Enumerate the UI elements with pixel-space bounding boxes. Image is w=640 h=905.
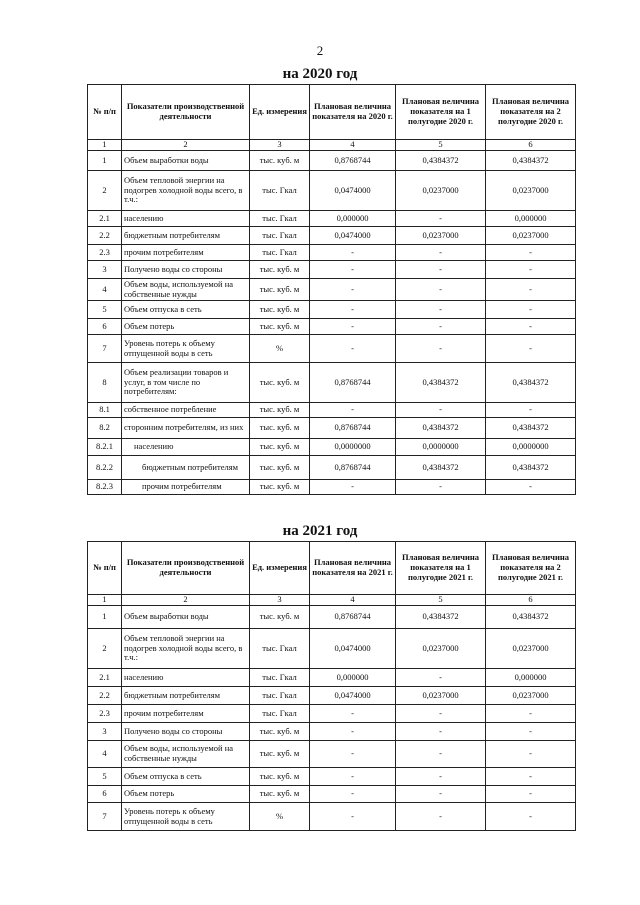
value-cell-annual: 0,8768744 xyxy=(310,418,396,439)
value-cell-h1: 0,4384372 xyxy=(396,363,486,403)
unit-cell: тыс. куб. м xyxy=(250,403,310,418)
value-cell-annual: 0,0474000 xyxy=(310,171,396,211)
col-number: 2 xyxy=(122,595,250,606)
value-cell-h2: - xyxy=(486,480,576,495)
row-number-cell: 8.2 xyxy=(88,418,122,439)
row-number-cell: 4 xyxy=(88,279,122,301)
unit-cell: тыс. куб. м xyxy=(250,261,310,279)
indicator-name-cell: Объем выработки воды xyxy=(122,151,250,171)
value-cell-h2: - xyxy=(486,301,576,319)
header-col5: Плановая величина показателя на 1 полугодие 2021 г. xyxy=(396,542,486,595)
value-cell-h1: - xyxy=(396,768,486,786)
value-cell-h2: - xyxy=(486,245,576,261)
indicator-name-cell: населению xyxy=(122,439,250,456)
unit-cell: тыс. куб. м xyxy=(250,279,310,301)
indicator-name-cell: прочим потребителям xyxy=(122,480,250,495)
col-number: 6 xyxy=(486,595,576,606)
table-row xyxy=(88,456,576,480)
value-cell-annual: 0,0474000 xyxy=(310,629,396,669)
indicator-name-cell: Объем тепловой энергии на подогрев холодной воды всего, в т.ч.: xyxy=(122,629,250,669)
indicator-name-cell: Объем потерь xyxy=(122,319,250,335)
value-cell-h2: 0,0237000 xyxy=(486,629,576,669)
row-number-cell: 8.2.1 xyxy=(88,439,122,456)
indicator-name-cell: населению xyxy=(122,211,250,227)
value-cell-h1: 0,4384372 xyxy=(396,151,486,171)
value-cell-annual: 0,8768744 xyxy=(310,363,396,403)
table-row xyxy=(88,723,576,741)
row-number-cell: 2.3 xyxy=(88,245,122,261)
row-number-cell: 4 xyxy=(88,741,122,768)
table-row xyxy=(88,301,576,319)
value-cell-annual: 0,0474000 xyxy=(310,227,396,245)
value-cell-h1: 0,0237000 xyxy=(396,629,486,669)
col-number: 6 xyxy=(486,140,576,151)
col-number: 2 xyxy=(122,140,250,151)
unit-cell: тыс. Гкал xyxy=(250,211,310,227)
table-row xyxy=(88,279,576,301)
unit-cell: тыс. куб. м xyxy=(250,786,310,803)
value-cell-h2: - xyxy=(486,741,576,768)
row-number-cell: 2.2 xyxy=(88,227,122,245)
value-cell-annual: - xyxy=(310,301,396,319)
value-cell-h1: 0,4384372 xyxy=(396,606,486,629)
row-number-cell: 2.1 xyxy=(88,669,122,687)
header-col5: Плановая величина показателя на 1 полугодие 2020 г. xyxy=(396,85,486,140)
value-cell-h1: 0,0000000 xyxy=(396,439,486,456)
page-number: 2 xyxy=(316,43,324,58)
row-number-cell: 2.2 xyxy=(88,687,122,705)
unit-cell: тыс. куб. м xyxy=(250,439,310,456)
table-row xyxy=(88,669,576,687)
table-row xyxy=(88,363,576,403)
row-number-cell: 6 xyxy=(88,319,122,335)
indicator-name-cell: Объем отпуска в сеть xyxy=(122,301,250,319)
value-cell-h1: - xyxy=(396,786,486,803)
value-cell-annual: 0,000000 xyxy=(310,669,396,687)
unit-cell: тыс. Гкал xyxy=(250,227,310,245)
unit-cell: тыс. куб. м xyxy=(250,418,310,439)
value-cell-annual: - xyxy=(310,279,396,301)
indicator-name-cell: прочим потребителям xyxy=(122,245,250,261)
value-cell-h2: 0,0237000 xyxy=(486,227,576,245)
unit-cell: тыс. Гкал xyxy=(250,705,310,723)
table-row xyxy=(88,606,576,629)
value-cell-h2: 0,4384372 xyxy=(486,606,576,629)
row-number-cell: 6 xyxy=(88,786,122,803)
indicator-name-cell: собственное потребление xyxy=(122,403,250,418)
row-number-cell: 8.2.3 xyxy=(88,480,122,495)
table-row xyxy=(88,768,576,786)
row-number-cell: 5 xyxy=(88,301,122,319)
row-number-cell: 5 xyxy=(88,768,122,786)
table-row xyxy=(88,705,576,723)
col-number: 3 xyxy=(250,595,310,606)
value-cell-h1: - xyxy=(396,335,486,363)
value-cell-h2: 0,0237000 xyxy=(486,687,576,705)
value-cell-h1: 0,0237000 xyxy=(396,171,486,211)
col-number: 5 xyxy=(396,140,486,151)
table-row xyxy=(88,786,576,803)
value-cell-annual: 0,8768744 xyxy=(310,151,396,171)
value-cell-h2: - xyxy=(486,335,576,363)
row-number-cell: 2 xyxy=(88,629,122,669)
unit-cell: % xyxy=(250,335,310,363)
value-cell-annual: - xyxy=(310,803,396,831)
row-number-cell: 7 xyxy=(88,803,122,831)
indicator-name-cell: Объем тепловой энергии на подогрев холодной воды всего, в т.ч.: xyxy=(122,171,250,211)
value-cell-annual: - xyxy=(310,768,396,786)
value-cell-h2: - xyxy=(486,723,576,741)
header-num: № п/п xyxy=(88,542,122,595)
row-number-cell: 2 xyxy=(88,171,122,211)
indicator-name-cell: населению xyxy=(122,669,250,687)
table-title-2020: на 2020 год xyxy=(282,66,358,82)
value-cell-h2: 0,000000 xyxy=(486,211,576,227)
value-cell-annual: 0,0000000 xyxy=(310,439,396,456)
value-cell-annual: - xyxy=(310,335,396,363)
column-number-row xyxy=(88,140,576,151)
unit-cell: тыс. куб. м xyxy=(250,319,310,335)
value-cell-h1: - xyxy=(396,741,486,768)
value-cell-h1: - xyxy=(396,669,486,687)
value-cell-h1: - xyxy=(396,319,486,335)
unit-cell: % xyxy=(250,803,310,831)
indicator-name-cell: прочим потребителям xyxy=(122,705,250,723)
header-row xyxy=(88,85,576,140)
value-cell-h1: - xyxy=(396,803,486,831)
value-cell-h2: - xyxy=(486,705,576,723)
indicator-name-cell: Получено воды со стороны xyxy=(122,261,250,279)
table-row xyxy=(88,403,576,418)
row-number-cell: 8.2.2 xyxy=(88,456,122,480)
value-cell-annual: - xyxy=(310,245,396,261)
indicator-name-cell: бюджетным потребителям xyxy=(122,456,250,480)
row-number-cell: 3 xyxy=(88,723,122,741)
unit-cell: тыс. Гкал xyxy=(250,669,310,687)
header-col6: Плановая величина показателя на 2 полугодие 2021 г. xyxy=(486,542,576,595)
unit-cell: тыс. куб. м xyxy=(250,151,310,171)
value-cell-h1: - xyxy=(396,480,486,495)
value-cell-h1: - xyxy=(396,723,486,741)
indicator-name-cell: Объем реализации товаров и услуг, в том числе по потребителям: xyxy=(122,363,250,403)
table-row xyxy=(88,335,576,363)
value-cell-h1: - xyxy=(396,245,486,261)
row-number-cell: 8.1 xyxy=(88,403,122,418)
value-cell-h1: - xyxy=(396,705,486,723)
value-cell-h2: 0,4384372 xyxy=(486,418,576,439)
row-number-cell: 1 xyxy=(88,606,122,629)
value-cell-annual: - xyxy=(310,741,396,768)
indicator-name-cell: Уровень потерь к объему отпущенной воды в сеть xyxy=(122,803,250,831)
header-col4: Плановая величина показателя на 2021 г. xyxy=(310,542,396,595)
value-cell-annual: - xyxy=(310,705,396,723)
row-number-cell: 2.1 xyxy=(88,211,122,227)
unit-cell: тыс. куб. м xyxy=(250,723,310,741)
col-number: 5 xyxy=(396,595,486,606)
table-row xyxy=(88,629,576,669)
unit-cell: тыс. Гкал xyxy=(250,171,310,211)
indicator-name-cell: бюджетным потребителям xyxy=(122,227,250,245)
indicator-name-cell: Объем воды, используемой на собственные нужды xyxy=(122,741,250,768)
value-cell-h2: - xyxy=(486,786,576,803)
table-row xyxy=(88,418,576,439)
value-cell-h1: - xyxy=(396,261,486,279)
value-cell-h2: 0,4384372 xyxy=(486,456,576,480)
unit-cell: тыс. куб. м xyxy=(250,301,310,319)
header-col4: Плановая величина показателя на 2020 г. xyxy=(310,85,396,140)
value-cell-h1: 0,4384372 xyxy=(396,456,486,480)
indicator-name-cell: сторонним потребителям, из них xyxy=(122,418,250,439)
header-num: № п/п xyxy=(88,85,122,140)
table-row xyxy=(88,439,576,456)
value-cell-annual: - xyxy=(310,261,396,279)
indicator-name-cell: Объем выработки воды xyxy=(122,606,250,629)
unit-cell: тыс. куб. м xyxy=(250,456,310,480)
row-number-cell: 3 xyxy=(88,261,122,279)
table-2021 xyxy=(87,541,576,831)
header-unit: Ед. измерения xyxy=(250,542,310,595)
value-cell-h2: 0,4384372 xyxy=(486,363,576,403)
table-row xyxy=(88,319,576,335)
value-cell-annual: 0,8768744 xyxy=(310,606,396,629)
value-cell-h1: - xyxy=(396,279,486,301)
table-row xyxy=(88,261,576,279)
row-number-cell: 2.3 xyxy=(88,705,122,723)
value-cell-h2: 0,000000 xyxy=(486,669,576,687)
table-row xyxy=(88,171,576,211)
header-indicator: Показатели производственной деятельности xyxy=(122,542,250,595)
header-col6: Плановая величина показателя на 2 полугодие 2020 г. xyxy=(486,85,576,140)
value-cell-annual: - xyxy=(310,480,396,495)
value-cell-annual: - xyxy=(310,403,396,418)
row-number-cell: 1 xyxy=(88,151,122,171)
unit-cell: тыс. куб. м xyxy=(250,741,310,768)
unit-cell: тыс. куб. м xyxy=(250,480,310,495)
column-number-row xyxy=(88,595,576,606)
row-number-cell: 7 xyxy=(88,335,122,363)
value-cell-h1: - xyxy=(396,211,486,227)
value-cell-annual: 0,0474000 xyxy=(310,687,396,705)
unit-cell: тыс. куб. м xyxy=(250,363,310,403)
value-cell-h1: 0,0237000 xyxy=(396,227,486,245)
indicator-name-cell: Уровень потерь к объему отпущенной воды в сеть xyxy=(122,335,250,363)
table-row xyxy=(88,227,576,245)
table-row xyxy=(88,211,576,227)
value-cell-annual: - xyxy=(310,723,396,741)
indicator-name-cell: Объем воды, используемой на собственные нужды xyxy=(122,279,250,301)
value-cell-h2: - xyxy=(486,261,576,279)
value-cell-annual: - xyxy=(310,786,396,803)
col-number: 4 xyxy=(310,595,396,606)
value-cell-h2: 0,4384372 xyxy=(486,151,576,171)
table-row xyxy=(88,480,576,495)
col-number: 1 xyxy=(88,140,122,151)
value-cell-h2: - xyxy=(486,319,576,335)
value-cell-h2: 0,0000000 xyxy=(486,439,576,456)
value-cell-annual: 0,8768744 xyxy=(310,456,396,480)
value-cell-h2: - xyxy=(486,768,576,786)
table-row xyxy=(88,741,576,768)
value-cell-h2: 0,0237000 xyxy=(486,171,576,211)
value-cell-h1: 0,0237000 xyxy=(396,687,486,705)
header-row xyxy=(88,542,576,595)
table-2020 xyxy=(87,84,576,495)
header-indicator: Показатели производственной деятельности xyxy=(122,85,250,140)
value-cell-h1: - xyxy=(396,301,486,319)
table-row xyxy=(88,151,576,171)
table-title-2021: на 2021 год xyxy=(282,523,358,539)
col-number: 1 xyxy=(88,595,122,606)
value-cell-h2: - xyxy=(486,279,576,301)
value-cell-annual: 0,000000 xyxy=(310,211,396,227)
value-cell-h1: 0,4384372 xyxy=(396,418,486,439)
unit-cell: тыс. куб. м xyxy=(250,768,310,786)
value-cell-h2: - xyxy=(486,403,576,418)
table-row xyxy=(88,687,576,705)
indicator-name-cell: бюджетным потребителям xyxy=(122,687,250,705)
unit-cell: тыс. Гкал xyxy=(250,629,310,669)
col-number: 4 xyxy=(310,140,396,151)
indicator-name-cell: Получено воды со стороны xyxy=(122,723,250,741)
header-unit: Ед. измерения xyxy=(250,85,310,140)
indicator-name-cell: Объем потерь xyxy=(122,786,250,803)
value-cell-h1: - xyxy=(396,403,486,418)
unit-cell: тыс. Гкал xyxy=(250,687,310,705)
unit-cell: тыс. куб. м xyxy=(250,606,310,629)
value-cell-annual: - xyxy=(310,319,396,335)
table-row xyxy=(88,245,576,261)
value-cell-h2: - xyxy=(486,803,576,831)
table-row xyxy=(88,803,576,831)
unit-cell: тыс. Гкал xyxy=(250,245,310,261)
row-number-cell: 8 xyxy=(88,363,122,403)
col-number: 3 xyxy=(250,140,310,151)
indicator-name-cell: Объем отпуска в сеть xyxy=(122,768,250,786)
